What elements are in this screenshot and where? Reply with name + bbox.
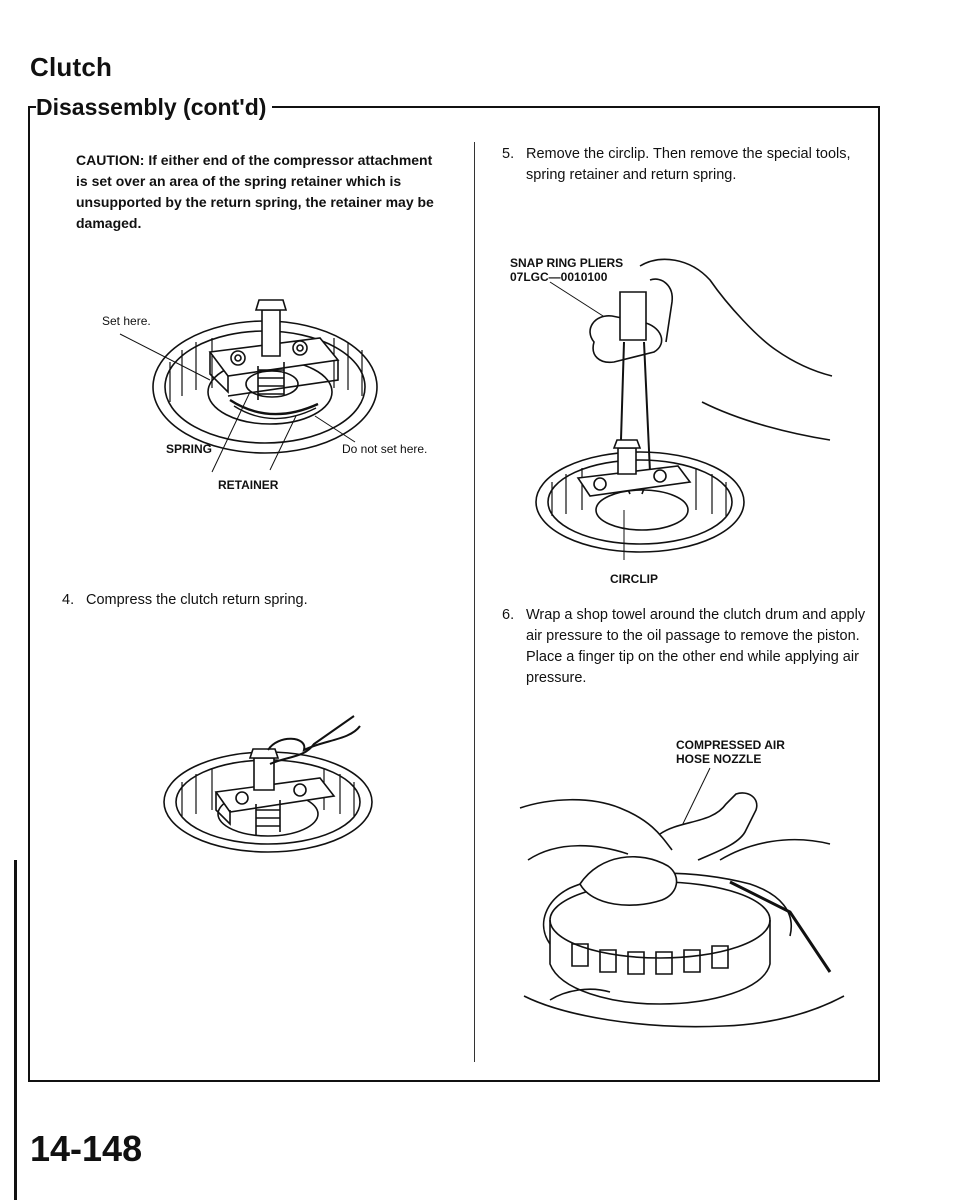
compressed-air-illustration [520, 764, 850, 1034]
step-5-number: 5. [502, 146, 515, 162]
label-tool-number: 07LGC—0010100 [510, 270, 608, 284]
label-retainer: RETAINER [218, 478, 279, 492]
caution-note: CAUTION: If either end of the compressor attachment is set over an area of the spring retainer which is unsupported by the return spring, the retainer may be damaged. [76, 152, 434, 231]
step-5 [502, 144, 872, 186]
step-6-text: Wrap a shop towel around the clutch drum and apply air pressure to the oil passage to remove the piston. Place a finger tip on the other end while applying air pressure. [526, 607, 866, 686]
step-5-text: Remove the circlip. Then remove the special tools, spring retainer and return spring. [526, 146, 851, 183]
compress-spring-illustration [158, 718, 378, 858]
frame-bottom-rule [28, 1080, 880, 1082]
label-hose-nozzle: HOSE NOZZLE [676, 752, 762, 766]
step-4 [62, 590, 442, 611]
section-title: Clutch [30, 52, 113, 82]
binding-margin-rule [14, 860, 17, 1200]
subsection-title: Disassembly (cont'd) [36, 94, 272, 121]
label-circlip: CIRCLIP [610, 572, 658, 586]
step-4-number: 4. [62, 592, 75, 608]
label-set-here: Set here. [102, 314, 151, 328]
step-6-number: 6. [502, 607, 515, 623]
column-divider [474, 142, 475, 1062]
frame-left-rule [28, 106, 30, 1082]
frame-right-rule [878, 106, 880, 1082]
step-6 [502, 605, 872, 689]
page-number: 14-148 [30, 1128, 143, 1169]
label-snap-ring-pliers: SNAP RING PLIERS [510, 256, 624, 270]
label-do-not-set-here: Do not set here. [342, 442, 428, 456]
step-4-text: Compress the clutch return spring. [86, 592, 308, 608]
snap-ring-pliers-illustration [520, 252, 840, 562]
label-spring: SPRING [166, 442, 213, 456]
label-compressed-air: COMPRESSED AIR [676, 738, 785, 752]
leader-lines-set-here [100, 320, 410, 490]
